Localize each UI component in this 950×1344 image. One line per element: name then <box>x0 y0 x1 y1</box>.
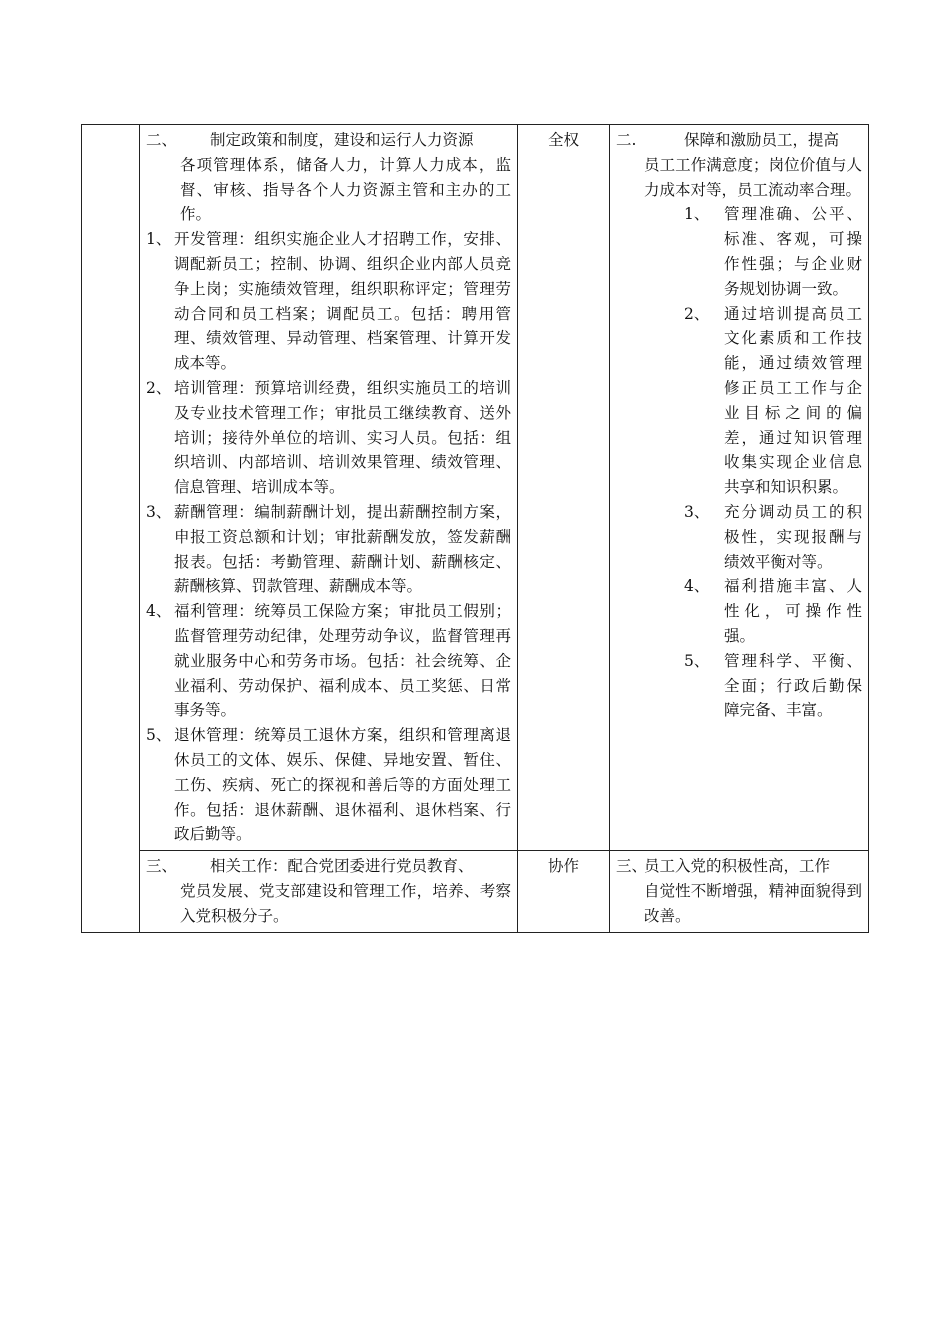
standard-heading <box>616 854 862 879</box>
item-number: 4、 <box>684 577 710 596</box>
item-text: 薪酬管理：编制薪酬计划，提出薪酬控制方案，申报工资总额和计划；审批薪酬发放，签发薪酬报表。包括：考勤管理、薪酬计划、薪酬核定、薪酬核算、罚款管理、薪酬成本等。 <box>174 502 511 596</box>
item-text: 福利措施丰富、人性化，可操作性强。 <box>724 577 862 645</box>
section-number: 三、 <box>146 857 178 876</box>
table-row <box>82 851 869 932</box>
standard-heading <box>616 128 862 153</box>
item-number: 2、 <box>146 378 172 397</box>
content-cell <box>140 125 518 851</box>
list-item <box>684 202 862 301</box>
item-text: 管理科学、平衡、全面；行政后勤保障完备、丰富。 <box>724 651 862 720</box>
item-text: 开发管理：组织实施企业人才招聘工作，安排、调配新员工；控制、协调、组织企业内部人员竞争上岗；实施绩效管理，组织职称评定；管理劳动合同和员工档案；调配员工。包括：聘用管理、绩效管理、异动管理、档案管理、计算开发成本等。 <box>174 230 511 373</box>
section-body: 各项管理体系，储备人力，计算人力成本，监督、审核、指导各个人力资源主管和主办的工作。 <box>180 155 511 224</box>
list-item <box>146 723 511 847</box>
item-number: 5、 <box>146 726 172 745</box>
item-number: 4、 <box>146 602 172 621</box>
item-text: 通过培训提高员工文化素质和工作技能，通过绩效管理修正员工工作与企业目标之间的偏差，通过知识管理收集实现企业信息共享和知识积累。 <box>724 304 862 497</box>
item-text: 管理准确、公平、标准、客观，可操作性强；与企业财务规划协调一致。 <box>724 205 862 298</box>
list-item <box>146 376 511 500</box>
list-item <box>146 227 511 376</box>
standard-body: 员工工作满意度；岗位价值与人力成本对等，员工流动率合理。 <box>644 155 862 199</box>
authority-cell: 协作 <box>518 851 610 932</box>
authority-cell: 全权 <box>518 125 610 851</box>
content-cell <box>140 851 518 932</box>
item-number: 3、 <box>684 502 710 521</box>
list-item <box>684 574 862 648</box>
section-heading <box>146 854 511 879</box>
standard-number: 二. <box>616 131 637 149</box>
item-text: 退休管理：统筹员工退休方案，组织和管理离退休员工的文体、娱乐、保健、异地安置、暂住、工伤、疾病、死亡的探视和善后等的方面处理工作。包括：退休薪酬、退休福利、退休档案、行政后勤等。 <box>174 726 511 844</box>
section-heading <box>146 128 511 153</box>
item-text: 福利管理：统筹员工保险方案；审批员工假别；监督管理劳动纪律，处理劳动争议，监督管理再就业服务中心和劳务市场。包括：社会统筹、企业福利、劳动保护、福利成本、员工奖惩、日常事务等。 <box>174 602 511 720</box>
item-text: 培训管理：预算培训经费，组织实施员工的培训及专业技术管理工作；审批员工继续教育、送外培训；接待外单位的培训、实习人员。包括：组织培训、内部培训、培训效果管理、绩效管理、信息管理、培训成本等。 <box>174 378 511 497</box>
section-title: 制定政策和制度，建设和运行人力资源 <box>210 131 474 149</box>
list-item <box>684 649 862 723</box>
category-cell <box>82 125 140 933</box>
responsibility-table <box>81 124 869 933</box>
standard-title: 员工入党的积极性高，工作 <box>644 857 831 876</box>
section-title: 相关工作：配合党团委进行党员教育、 <box>210 857 474 876</box>
standard-body: 自觉性不断增强，精神面貌得到改善。 <box>644 881 862 925</box>
item-text: 充分调动员工的积极性，实现报酬与绩效平衡对等。 <box>724 502 862 571</box>
list-item <box>684 500 862 574</box>
item-number: 2、 <box>684 304 710 323</box>
section-body: 党员发展、党支部建设和管理工作，培养、考察入党积极分子。 <box>180 881 511 925</box>
standard-title: 保障和激励员工，提高 <box>684 131 840 149</box>
list-item <box>684 302 862 500</box>
section-number: 二、 <box>146 131 178 149</box>
list-item <box>146 599 511 723</box>
list-item <box>146 500 511 599</box>
item-number: 1、 <box>146 230 172 249</box>
item-number: 3、 <box>146 502 172 521</box>
standard-number: 三、 <box>616 857 648 876</box>
standard-cell <box>610 125 869 851</box>
standard-cell <box>610 851 869 932</box>
item-number: 1、 <box>684 205 710 224</box>
table-row <box>82 125 869 851</box>
item-number: 5、 <box>684 651 710 670</box>
